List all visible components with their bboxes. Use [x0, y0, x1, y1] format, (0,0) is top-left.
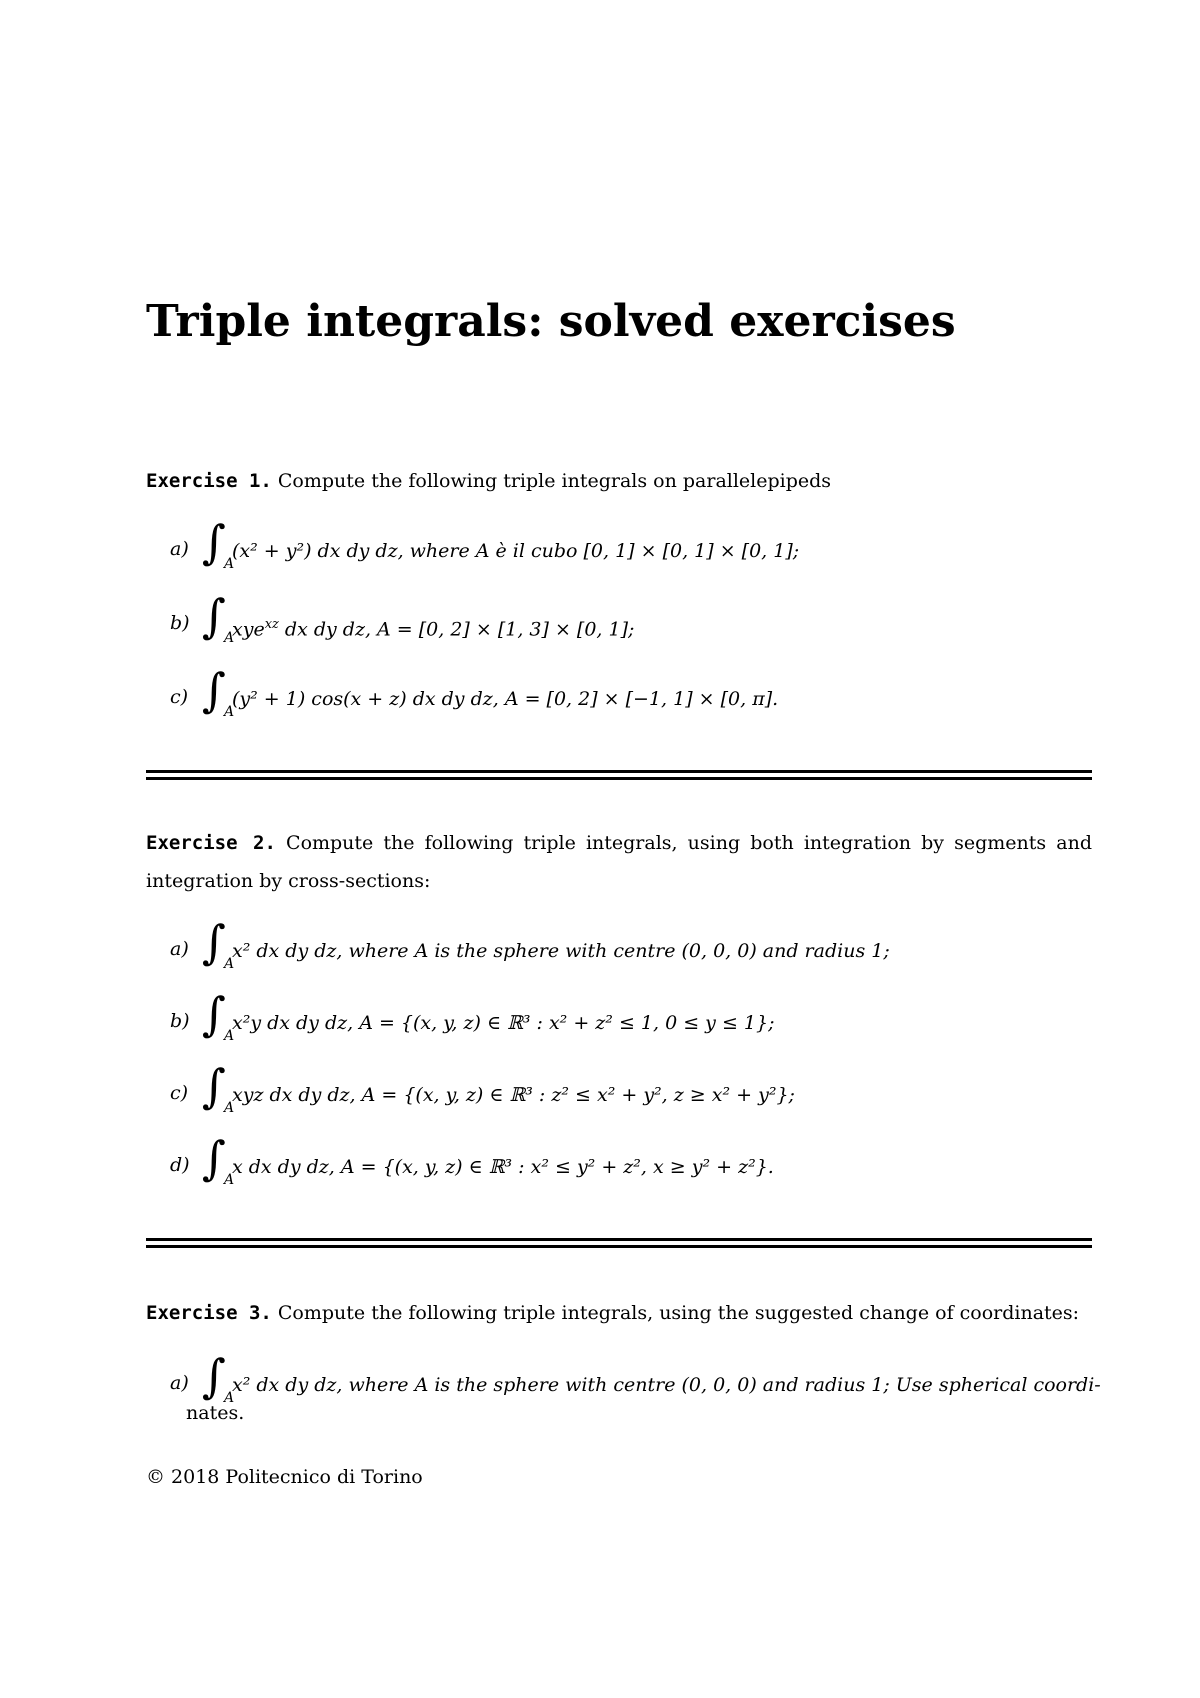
exercise-1-item-a [170, 515, 1092, 582]
section-divider [146, 770, 1092, 780]
exercise-1-label: Exercise 1. [146, 470, 272, 492]
integral-sign: ∫ [202, 915, 226, 969]
item-label: c) [170, 1082, 189, 1104]
integral-sign: ∫ [202, 515, 226, 569]
exercise-2-item-c [170, 1059, 1092, 1126]
integral-expression: x² dx dy dz, where A is the sphere with centre (0, 0, 0) and radius 1; [232, 940, 890, 962]
exercise-2-item-a [170, 915, 1092, 982]
exercise-2-item-d [170, 1131, 1092, 1198]
exercise-2-label: Exercise 2. [146, 832, 276, 854]
integral-domain: A [224, 630, 235, 646]
item-label: a) [170, 538, 189, 560]
integral-domain: A [224, 956, 235, 972]
integral-expression-continuation: nates. [186, 1402, 245, 1424]
item-label: b) [170, 612, 190, 634]
exercise-3-heading [146, 1294, 1092, 1332]
integral-expression: x dx dy dz, A = {(x, y, z) ∈ ℝ³ : x² ≤ y² + z², x ≥ y² + z²}. [232, 1156, 774, 1178]
exercise-3-item-a [170, 1349, 1101, 1436]
integral-expression: x² dx dy dz, where A is the sphere with centre (0, 0, 0) and radius 1; Use spherical coordi- [232, 1374, 1101, 1396]
integral-domain: A [224, 1390, 235, 1406]
integral-domain: A [224, 1028, 235, 1044]
integral-expression: xye$^{xz}$ dx dy dz, A = [0, 2] × [1, 3] × [0, 1]; [232, 617, 635, 641]
item-label: b) [170, 1010, 190, 1032]
exercise-1-heading [146, 462, 1092, 500]
exercise-1-item-b [170, 589, 1092, 656]
integral-domain: A [224, 556, 235, 572]
exercise-2-text: Compute the following triple integrals, using both integration by segments and integration by cross-sections: [146, 832, 1092, 892]
integral-expression: (x² + y²) dx dy dz, where A è il cubo [0, 1] × [0, 1] × [0, 1]; [232, 540, 800, 562]
integral-sign: ∫ [202, 663, 226, 717]
item-label: a) [170, 1372, 189, 1394]
page-title: Triple integrals: solved exercises [146, 296, 956, 347]
section-divider [146, 1238, 1092, 1248]
integral-domain: A [224, 1100, 235, 1116]
exercise-3-text: Compute the following triple integrals, using the suggested change of coordinates: [277, 1302, 1080, 1324]
copyright-notice: © 2018 Politecnico di Torino [146, 1466, 423, 1488]
integral-domain: A [224, 1172, 235, 1188]
item-label: a) [170, 938, 189, 960]
integral-sign: ∫ [202, 1059, 226, 1113]
integral-sign: ∫ [202, 1349, 226, 1403]
integral-sign: ∫ [202, 589, 226, 643]
integral-expression: x²y dx dy dz, A = {(x, y, z) ∈ ℝ³ : x² + z² ≤ 1, 0 ≤ y ≤ 1}; [232, 1012, 775, 1034]
item-label: d) [170, 1154, 190, 1176]
exercise-3-label: Exercise 3. [146, 1302, 272, 1324]
integral-sign: ∫ [202, 987, 226, 1041]
exercise-1-item-c [170, 663, 1092, 730]
integral-domain: A [224, 704, 235, 720]
integral-sign: ∫ [202, 1131, 226, 1185]
item-label: c) [170, 686, 189, 708]
integral-expression: xyz dx dy dz, A = {(x, y, z) ∈ ℝ³ : z² ≤ x² + y², z ≥ x² + y²}; [232, 1084, 795, 1106]
exercise-2-item-b [170, 987, 1092, 1054]
exercise-1-text: Compute the following triple integrals on parallelepipeds [277, 470, 832, 492]
integral-expression: (y² + 1) cos(x + z) dx dy dz, A = [0, 2] × [−1, 1] × [0, π]. [232, 688, 779, 710]
exercise-2-heading [146, 824, 1092, 900]
